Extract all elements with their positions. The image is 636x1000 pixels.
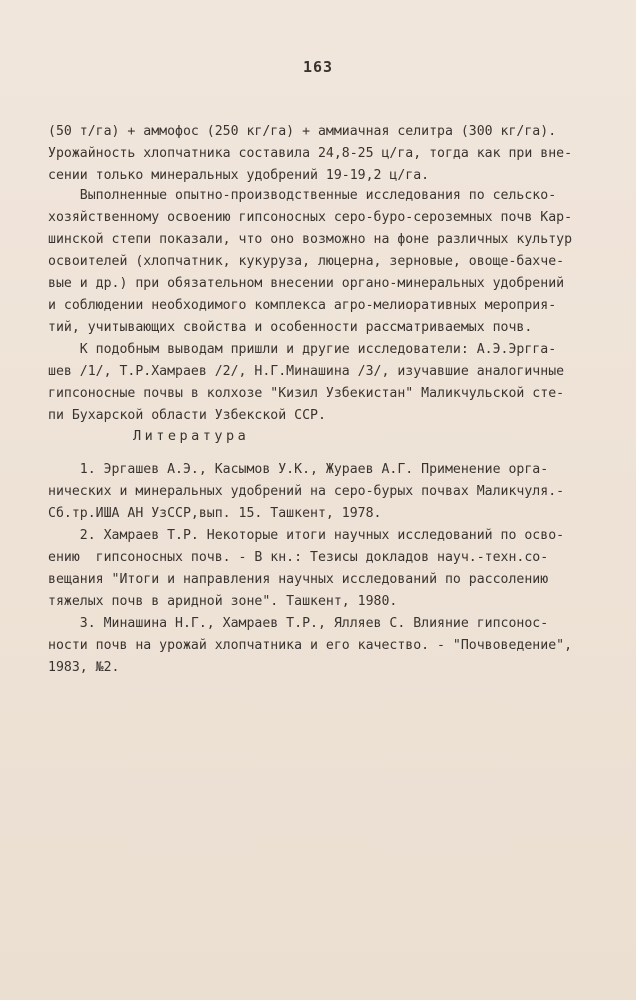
page-number: 163 xyxy=(302,58,334,76)
body-line: Урожайность хлопчатника составила 24,8-25 ц/га, тогда как при вне- xyxy=(48,146,573,161)
reference-line: ности почв на урожай хлопчатника и его качество. - "Почвоведение", xyxy=(48,638,573,653)
body-line: и соблюдении необходимого комплекса агро-мелиоративных мероприя- xyxy=(48,298,557,313)
body-line: хозяйственному освоению гипсоносных серо-буро-сероземных почв Кар- xyxy=(48,210,573,225)
reference-line: вещания "Итоги и направления научных исследований по рассолению xyxy=(48,572,549,587)
reference-line: тяжелых почв в аридной зоне". Ташкент, 1980. xyxy=(48,594,398,609)
reference-line: 1983, №2. xyxy=(48,660,120,675)
body-line: Выполненные опытно-производственные исследования по сельско- xyxy=(48,188,557,203)
reference-line: 3. Минашина Н.Г., Хамраев Т.Р., Ялляев С. Влияние гипсонос- xyxy=(48,616,549,631)
body-line: шев /1/, Т.Р.Хамраев /2/, Н.Г.Минашина /3/, изучавшие аналогичные xyxy=(48,364,565,379)
body-line: шинской степи показали, что оно возможно на фоне различных культур xyxy=(48,232,573,247)
body-line: вые и др.) при обязательном внесении органо-минеральных удобрений xyxy=(48,276,565,291)
reference-line: 2. Хамраев Т.Р. Некоторые итоги научных исследований по осво- xyxy=(48,528,565,543)
body-line: освоителей (хлопчатник, кукуруза, люцерна, зерновые, овоще-бахче- xyxy=(48,254,565,269)
body-line: тий, учитывающих свойства и особенности рассматриваемых почв. xyxy=(48,320,533,335)
reference-line: ению гипсоносных почв. - В кн.: Тезисы докладов науч.-техн.со- xyxy=(48,550,549,565)
body-line: гипсоносные почвы в колхозе "Кизил Узбекистан" Маликчульской сте- xyxy=(48,386,565,401)
reference-line: 1. Эргашев А.Э., Касымов У.К., Жураев А.Г. Применение орга- xyxy=(48,462,549,477)
body-line: К подобным выводам пришли и другие исследователи: А.Э.Эргга- xyxy=(48,342,557,357)
body-line: сении только минеральных удобрений 19-19,2 ц/га. xyxy=(48,168,430,183)
reference-line: Сб.тр.ИША АН УзССР,вып. 15. Ташкент, 1978. xyxy=(48,506,382,521)
body-line: (50 т/га) + аммофос (250 кг/га) + аммиачная селитра (300 кг/га). xyxy=(48,124,557,139)
reference-line: нических и минеральных удобрений на серо-бурых почвах Маликчуля.- xyxy=(48,484,565,499)
literature-heading: Литература xyxy=(133,428,250,444)
body-line: пи Бухарской области Узбекской ССР. xyxy=(48,408,326,423)
